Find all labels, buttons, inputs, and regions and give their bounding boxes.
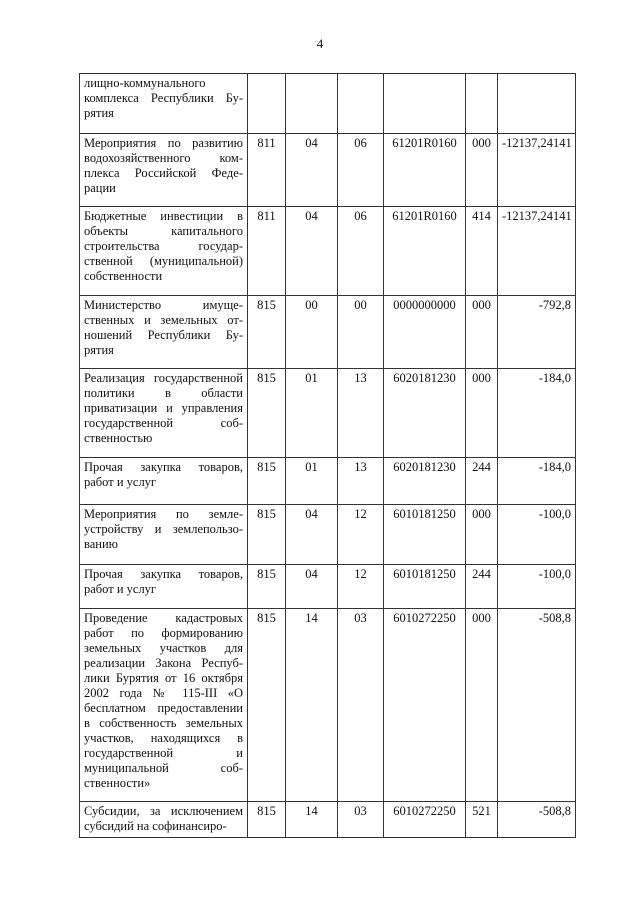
- table-row: [80, 505, 576, 565]
- section-code-cell: 01: [286, 369, 338, 458]
- subsection-code-cell: 13: [338, 369, 384, 458]
- expense-type-cell: 000: [466, 505, 498, 565]
- expense-type-cell: 244: [466, 565, 498, 609]
- row-name-cell: Прочая закупка товаров, работ и услуг: [80, 565, 248, 609]
- target-article-cell: [384, 74, 466, 134]
- row-name-cell: Бюджетные инвестиции в объекты капитального строительства государственной (муниципальной) собственности: [80, 207, 248, 296]
- row-name-cell: Мероприятия по землеустройству и землепользованию: [80, 505, 248, 565]
- row-name-cell: Субсидии, за исключением субсидий на софинансиро-: [80, 802, 248, 838]
- amount-cell: -184,0: [498, 458, 576, 505]
- section-code-cell: 00: [286, 296, 338, 369]
- amount-cell: -100,0: [498, 565, 576, 609]
- subsection-code-cell: 12: [338, 505, 384, 565]
- grbs-code-cell: 815: [248, 505, 286, 565]
- grbs-code-cell: 815: [248, 802, 286, 838]
- grbs-code-cell: 811: [248, 134, 286, 207]
- table-row: [80, 369, 576, 458]
- section-code-cell: 14: [286, 802, 338, 838]
- amount-cell: -508,8: [498, 609, 576, 802]
- row-name-cell: Реализация государственной политики в области приватизации и управления государственной собственностью: [80, 369, 248, 458]
- target-article-cell: 6020181230: [384, 369, 466, 458]
- row-name-cell: Мероприятия по развитию водохозяйственного комплекса Российской Федерации: [80, 134, 248, 207]
- table-row: [80, 802, 576, 838]
- amount-cell: -12137,24141: [498, 207, 576, 296]
- budget-table: [79, 73, 576, 838]
- target-article-cell: 61201R0160: [384, 134, 466, 207]
- table-row: [80, 296, 576, 369]
- expense-type-cell: 244: [466, 458, 498, 505]
- expense-type-cell: [466, 74, 498, 134]
- amount-cell: -792,8: [498, 296, 576, 369]
- table-row: [80, 565, 576, 609]
- target-article-cell: 61201R0160: [384, 207, 466, 296]
- table-row: [80, 134, 576, 207]
- section-code-cell: 04: [286, 505, 338, 565]
- target-article-cell: 6010272250: [384, 802, 466, 838]
- section-code-cell: 04: [286, 207, 338, 296]
- subsection-code-cell: [338, 74, 384, 134]
- grbs-code-cell: 811: [248, 207, 286, 296]
- subsection-code-cell: 06: [338, 134, 384, 207]
- amount-cell: -508,8: [498, 802, 576, 838]
- subsection-code-cell: 03: [338, 609, 384, 802]
- amount-cell: -12137,24141: [498, 134, 576, 207]
- target-article-cell: 6010181250: [384, 565, 466, 609]
- target-article-cell: 6010181250: [384, 505, 466, 565]
- expense-type-cell: 000: [466, 296, 498, 369]
- grbs-code-cell: 815: [248, 609, 286, 802]
- row-name-cell: Прочая закупка товаров, работ и услуг: [80, 458, 248, 505]
- expense-type-cell: 414: [466, 207, 498, 296]
- amount-cell: -184,0: [498, 369, 576, 458]
- amount-cell: [498, 74, 576, 134]
- subsection-code-cell: 06: [338, 207, 384, 296]
- expense-type-cell: 000: [466, 609, 498, 802]
- grbs-code-cell: 815: [248, 296, 286, 369]
- section-code-cell: 14: [286, 609, 338, 802]
- section-code-cell: 04: [286, 565, 338, 609]
- section-code-cell: 01: [286, 458, 338, 505]
- grbs-code-cell: 815: [248, 458, 286, 505]
- expense-type-cell: 521: [466, 802, 498, 838]
- row-name-cell: Проведение кадастровых работ по формированию земельных участков для реализации Закона Республики Бурятия от 16 октября 2002 года № 115-III «О бесплатном предоставлении в собственность земельных участков, находящихся в государственной и муниципальной собственности»: [80, 609, 248, 802]
- page-number: 4: [316, 36, 324, 51]
- subsection-code-cell: 03: [338, 802, 384, 838]
- section-code-cell: 04: [286, 134, 338, 207]
- target-article-cell: 6020181230: [384, 458, 466, 505]
- section-code-cell: [286, 74, 338, 134]
- amount-cell: -100,0: [498, 505, 576, 565]
- table-row: [80, 458, 576, 505]
- subsection-code-cell: 00: [338, 296, 384, 369]
- row-name-cell: лищно-коммунального комплекса Республики Бурятия: [80, 74, 248, 134]
- target-article-cell: 6010272250: [384, 609, 466, 802]
- subsection-code-cell: 12: [338, 565, 384, 609]
- subsection-code-cell: 13: [338, 458, 384, 505]
- grbs-code-cell: 815: [248, 565, 286, 609]
- grbs-code-cell: 815: [248, 369, 286, 458]
- expense-type-cell: 000: [466, 134, 498, 207]
- row-name-cell: Министерство имущественных и земельных отношений Республики Бурятия: [80, 296, 248, 369]
- target-article-cell: 0000000000: [384, 296, 466, 369]
- table-row: [80, 207, 576, 296]
- table-row: [80, 74, 576, 134]
- expense-type-cell: 000: [466, 369, 498, 458]
- grbs-code-cell: [248, 74, 286, 134]
- table-row: [80, 609, 576, 802]
